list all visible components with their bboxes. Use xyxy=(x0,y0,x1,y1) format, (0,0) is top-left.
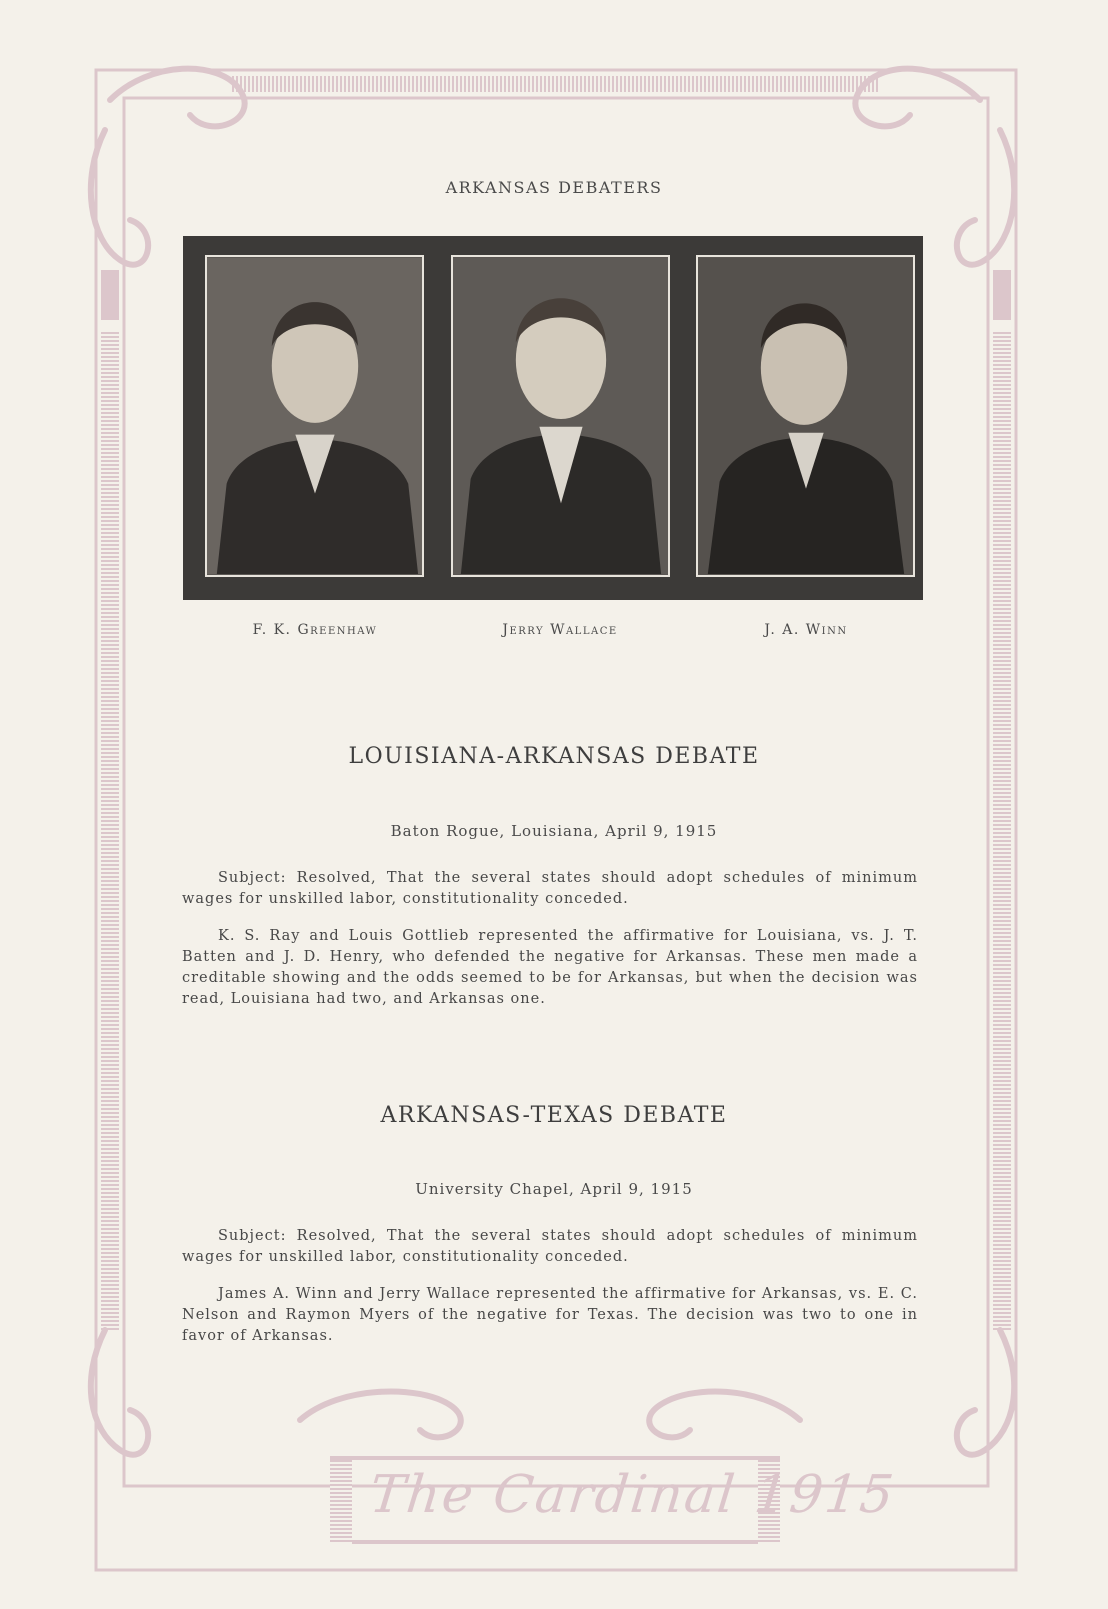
portrait-panel xyxy=(183,236,923,600)
running-head: ARKANSAS DEBATERS xyxy=(445,178,663,197)
caption-greenhaw: F. K. Greenhaw xyxy=(252,622,378,638)
page-content xyxy=(140,110,968,1450)
debate-dateline-texas: University Chapel, April 9, 1915 xyxy=(415,1180,693,1198)
portrait-winn xyxy=(696,255,915,577)
caption-wallace: Jerry Wallace xyxy=(502,622,618,638)
debate-body-louisiana: K. S. Ray and Louis Gottlieb represented the affirmative for Louisiana, vs. J. T. Batten and J. D. Henry, who defended the negative for Arkansas. These men made a creditable showing and the odds seemed to be for Arkansas, but when the decision was read, Louisiana had two, and Arkansas one. xyxy=(182,928,918,1007)
debate-subject-louisiana: Subject: Resolved, That the several states should adopt schedules of minimum wages for unskilled labor, constitutionality conceded. xyxy=(182,870,918,907)
debate-dateline-louisiana: Baton Rogue, Louisiana, April 9, 1915 xyxy=(390,822,718,840)
portrait-greenhaw xyxy=(205,255,424,577)
debate-title-louisiana: LOUISIANA-ARKANSAS DEBATE xyxy=(348,744,760,769)
footer-cardinal-1915: The Cardinal 1915 xyxy=(366,1465,899,1525)
debate-body-texas: James A. Winn and Jerry Wallace represented the affirmative for Arkansas, vs. E. C. Nelson and Raymon Myers of the negative for Texas. The decision was two to one in favor of Arkansas. xyxy=(182,1286,918,1344)
debate-subject-texas: Subject: Resolved, That the several states should adopt schedules of minimum wages for unskilled labor, constitutionality conceded. xyxy=(182,1228,918,1265)
debate-title-texas: ARKANSAS-TEXAS DEBATE xyxy=(380,1103,728,1128)
portrait-wallace xyxy=(451,255,670,577)
caption-winn: J. A. Winn xyxy=(764,622,848,638)
